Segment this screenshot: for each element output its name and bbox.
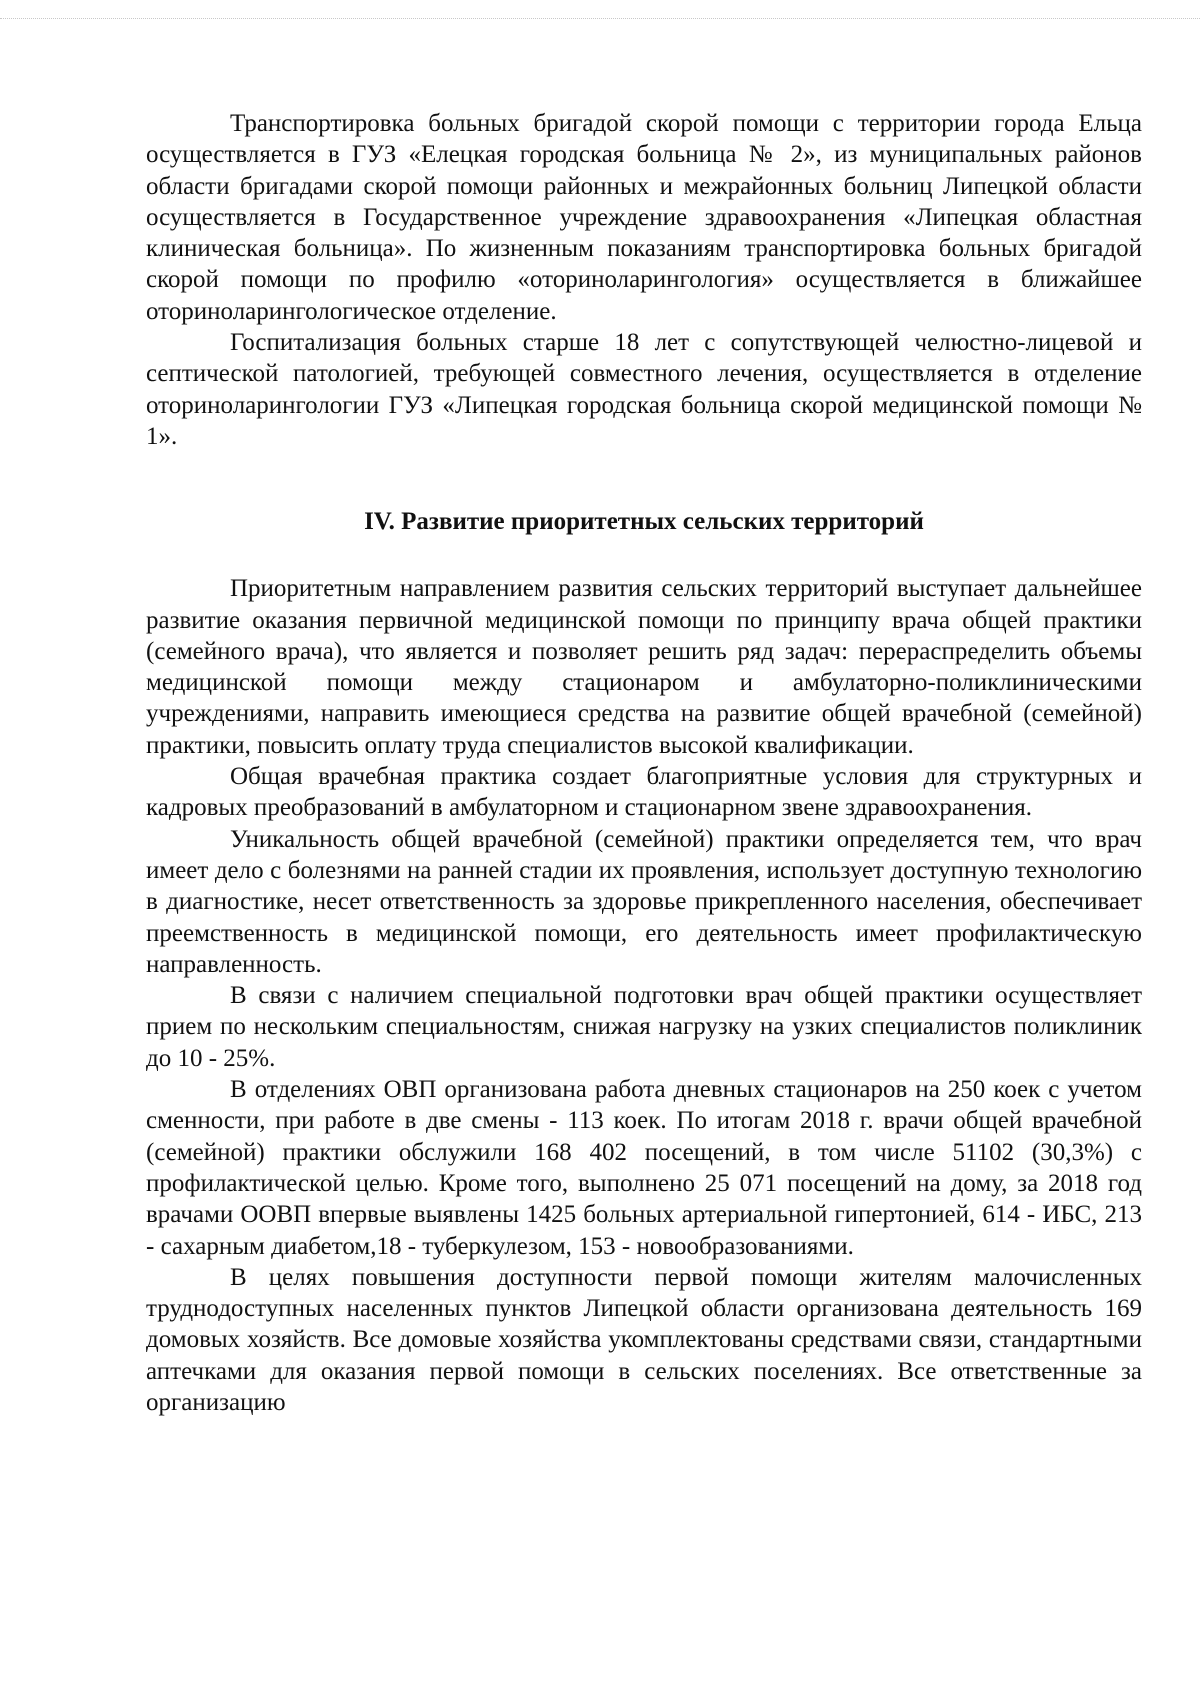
- intro-paragraph-hospitalization: Госпитализация больных старше 18 лет с сопутствующей челюстно-лицевой и септической патологией, требующей совместного лечения, осуществляется в отделение оториноларингологии ГУЗ «Липецкая городская больница скорой медицинской помощи № 1».: [146, 329, 1142, 450]
- scan-edge-divider: [0, 18, 1200, 19]
- section-paragraph-households: В целях повышения доступности первой помощи жителям малочисленных труднодоступных населенных пунктов Липецкой области организована деятельность 169 домовых хозяйств. Все домовые хозяйства укомплектованы средствами связи, стандартными аптечками для оказания первой помощи в сельских поселениях. Все ответственные за организацию: [146, 1263, 1142, 1416]
- section-paragraph-priority: Приоритетным направлением развития сельских территорий выступает дальнейшее развитие оказания первичной медицинской помощи по принципу врача общей практики (семейного врача), что является и позволяет решить ряд задач: перераспределить объемы медицинской помощи между стационаром и амбулаторно-поликлиническими учреждениями, направить имеющиеся средства на развитие общей врачебной (семейной) практики, повысить оплату труда специалистов высокой квалификации.: [146, 575, 1142, 759]
- section-paragraph-statistics: В отделениях ОВП организована работа дневных стационаров на 250 коек с учетом сменности, при работе в две смены - 113 коек. По итогам 2018 г. врачи общей врачебной (семейной) практики обслужили 168 402 посещений, в том числе 51102 (30,3%) с профилактической целью. Кроме того, выполнено 25 071 посещений на дому, за 2018 год врачами ООВП впервые выявлены 1425 больных артериальной гипертонией, 614 - ИБС, 213 - сахарным диабетом,18 - туберкулезом, 153 - новообразованиями.: [146, 1076, 1142, 1260]
- document-body: [146, 108, 1142, 1418]
- section-paragraph-general-practice: Общая врачебная практика создает благоприятные условия для структурных и кадровых преобразований в амбулаторном и стационарном звене здравоохранения.: [146, 763, 1142, 822]
- section-paragraph-specialties: В связи с наличием специальной подготовки врач общей практики осуществляет прием по нескольким специальностям, снижая нагрузку на узких специалистов поликлиник до 10 - 25%.: [146, 982, 1142, 1072]
- section-heading: IV. Развитие приоритетных сельских территорий: [364, 508, 924, 536]
- intro-paragraph-transport: Транспортировка больных бригадой скорой помощи с территории города Ельца осуществляется в ГУЗ «Елецкая городская больница № 2», из муниципальных районов области бригадами скорой помощи районных и межрайонных больниц Липецкой области осуществляется в Государственное учреждение здравоохранения «Липецкая областная клиническая больница». По жизненным показаниям транспортировка больных бригадой скорой помощи по профилю «оториноларингология» осуществляется в ближайшее оториноларингологическое отделение.: [146, 110, 1142, 325]
- section-paragraph-uniqueness: Уникальность общей врачебной (семейной) практики определяется тем, что врач имеет дело с болезнями на ранней стадии их проявления, использует доступную технологию в диагностике, несет ответственность за здоровье прикрепленного населения, обеспечивает преемственность в медицинской помощи, его деятельность имеет профилактическую направленность.: [146, 825, 1142, 978]
